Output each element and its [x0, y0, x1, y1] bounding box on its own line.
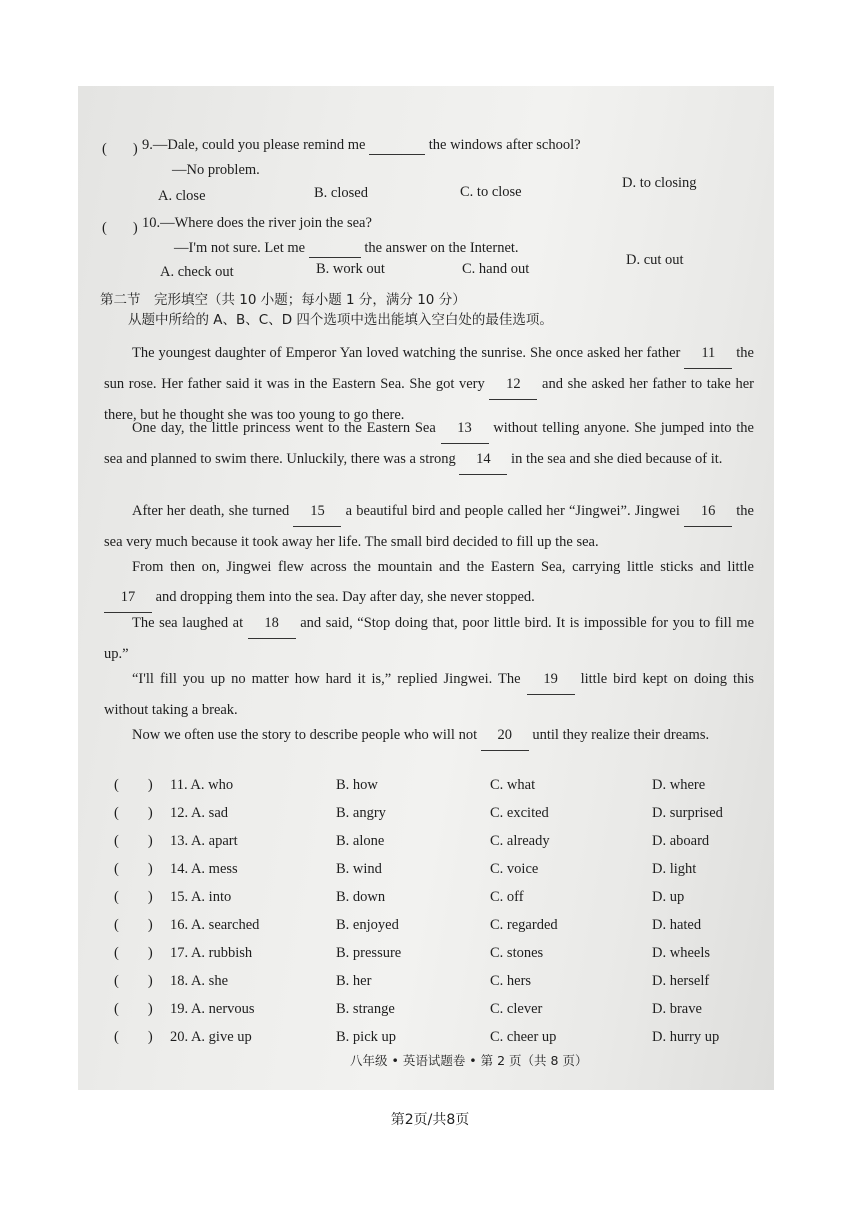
passage-text: Now we often use the story to describe people who will not — [132, 727, 478, 743]
q9-stem-after: the windows after school? — [428, 137, 581, 153]
option-b: B. angry — [336, 805, 386, 821]
passage-paragraph-5 — [104, 608, 754, 669]
option-a: 12. A. sad — [170, 805, 228, 821]
q9-stem-before: 9.—Dale, could you please remind me — [142, 137, 366, 153]
option-a: 16. A. searched — [170, 917, 260, 933]
option-d: D. herself — [652, 973, 710, 989]
option-c: C. voice — [490, 861, 539, 877]
option-a: 13. A. apart — [170, 833, 238, 849]
cloze-option-row — [114, 888, 754, 910]
passage-text: and she asked her father to take her there, but he thought she was too young to go there. — [104, 376, 755, 423]
q9-paren — [102, 140, 138, 158]
cloze-option-row — [114, 860, 754, 882]
option-c: C. regarded — [490, 917, 558, 933]
option-c: C. what — [490, 777, 536, 793]
passage-text: One day, the little princess went to the Eastern Sea — [132, 420, 436, 436]
answer-paren: ( ) — [114, 1001, 153, 1017]
cloze-option-row — [114, 944, 754, 966]
option-d: D. surprised — [652, 805, 723, 821]
cloze-blank-15: 15 — [293, 496, 341, 527]
q9-option-d: D. to closing — [622, 175, 697, 191]
option-b: B. down — [336, 889, 386, 905]
option-c: C. hers — [490, 973, 532, 989]
passage-text: The youngest daughter of Emperor Yan loved watching the sunrise. She once asked her father — [132, 345, 681, 361]
option-a: 20. A. give up — [170, 1029, 252, 1045]
answer-paren: ( ) — [114, 1029, 153, 1045]
option-c: C. off — [490, 889, 524, 905]
cloze-option-row — [114, 832, 754, 854]
cloze-option-row — [114, 776, 754, 798]
option-b: B. alone — [336, 833, 385, 849]
option-d: D. light — [652, 861, 697, 877]
cloze-option-row — [114, 972, 754, 994]
page-number-footer: 第2页/共8页 — [390, 1112, 470, 1128]
answer-paren: ( ) — [114, 889, 153, 905]
exam-sheet-footer: 八年级 • 英语试题卷 • 第 2 页（共 8 页） — [350, 1053, 588, 1068]
q10-option-b: B. work out — [316, 261, 385, 277]
q10-option-d: D. cut out — [626, 252, 684, 268]
cloze-blank-20: 20 — [481, 720, 529, 751]
passage-paragraph-2 — [104, 413, 754, 475]
q10-option-a: A. check out — [160, 264, 234, 280]
option-c: C. cheer up — [490, 1029, 557, 1045]
q10-reply-after: the answer on the Internet. — [364, 240, 519, 256]
option-a: 14. A. mess — [170, 861, 238, 877]
q10-paren-close: ) — [132, 220, 138, 236]
answer-paren: ( ) — [114, 777, 153, 793]
section-title: 第二节 完形填空（共 10 小题；每小题 1 分，满分 10 分） — [100, 292, 466, 308]
option-a: 18. A. she — [170, 973, 228, 989]
q9-paren-open: ( — [102, 141, 107, 157]
section-instruction: 从题中所给的 A、B、C、D 四个选项中选出能填入空白处的最佳选项。 — [128, 312, 553, 328]
answer-paren: ( ) — [114, 861, 153, 877]
option-a: 11. A. who — [170, 777, 234, 793]
option-b: B. pressure — [336, 945, 402, 961]
passage-text: the sea very much because it took away her life. The small bird decided to fill up the sea. — [104, 503, 754, 550]
answer-paren: ( ) — [114, 833, 153, 849]
option-d: D. hated — [652, 917, 702, 933]
cloze-blank-17: 17 — [104, 582, 152, 613]
q9-option-a: A. close — [158, 188, 206, 204]
option-b: B. pick up — [336, 1029, 397, 1045]
option-b: B. strange — [336, 1001, 395, 1017]
q10-option-c: C. hand out — [462, 261, 530, 277]
passage-paragraph-4 — [104, 552, 754, 613]
q10-reply — [174, 239, 519, 258]
q9-paren-close: ) — [132, 141, 138, 157]
exam-sheet — [78, 86, 774, 1090]
passage-paragraph-3 — [104, 496, 754, 557]
q9-option-c: C. to close — [460, 184, 522, 200]
option-d: D. up — [652, 889, 685, 905]
passage-text: After her death, she turned — [132, 503, 290, 519]
option-b: B. enjoyed — [336, 917, 399, 933]
option-a: 15. A. into — [170, 889, 232, 905]
option-d: D. where — [652, 777, 706, 793]
answer-paren: ( ) — [114, 973, 153, 989]
option-d: D. hurry up — [652, 1029, 720, 1045]
cloze-blank-16: 16 — [684, 496, 732, 527]
q10-paren — [102, 219, 138, 237]
answer-paren: ( ) — [114, 917, 153, 933]
passage-text: “I'll fill you up no matter how hard it is,” replied Jingwei. The — [132, 671, 521, 687]
answer-paren: ( ) — [114, 805, 153, 821]
option-b: B. how — [336, 777, 378, 793]
option-b: B. her — [336, 973, 372, 989]
cloze-blank-19: 19 — [527, 664, 575, 695]
q10-blank — [309, 239, 361, 258]
cloze-option-row — [114, 1028, 754, 1050]
cloze-blank-12: 12 — [489, 369, 537, 400]
passage-text: a beautiful bird and people called her “Jingwei”. Jingwei — [345, 503, 680, 519]
q9-reply: —No problem. — [172, 162, 260, 178]
q9-blank — [369, 136, 425, 155]
passage-text: The sea laughed at — [132, 615, 244, 631]
cloze-blank-18: 18 — [248, 608, 296, 639]
option-c: C. stones — [490, 945, 544, 961]
q9-stem — [142, 136, 581, 155]
option-a: 19. A. nervous — [170, 1001, 255, 1017]
option-d: D. brave — [652, 1001, 702, 1017]
answer-paren: ( ) — [114, 945, 153, 961]
cloze-option-row — [114, 916, 754, 938]
passage-text: and said, “Stop doing that, poor little bird. It is impossible for you to fill me up.” — [104, 615, 755, 662]
option-c: C. clever — [490, 1001, 543, 1017]
passage-text: in the sea and she died because of it. — [511, 451, 723, 467]
option-a: 17. A. rubbish — [170, 945, 253, 961]
q10-paren-open: ( — [102, 220, 107, 236]
q10-reply-before: —I'm not sure. Let me — [174, 240, 306, 256]
passage-text: until they realize their dreams. — [532, 727, 710, 743]
cloze-blank-11: 11 — [684, 338, 732, 369]
q10-stem: 10.—Where does the river join the sea? — [142, 215, 372, 231]
passage-text: little bird kept on doing this without taking a break. — [104, 671, 755, 718]
option-d: D. aboard — [652, 833, 710, 849]
q9-option-b: B. closed — [314, 185, 368, 201]
cloze-blank-14: 14 — [459, 444, 507, 475]
cloze-option-row — [114, 1000, 754, 1022]
passage-paragraph-6 — [104, 664, 754, 725]
passage-text: without telling anyone. She jumped into the sea and planned to swim there. Unluckily, there was a strong — [104, 420, 754, 467]
option-b: B. wind — [336, 861, 382, 877]
passage-text: the sun rose. Her father said it was in the Eastern Sea. She got very — [104, 345, 754, 392]
cloze-blank-13: 13 — [441, 413, 489, 444]
passage-paragraph-7 — [104, 720, 754, 751]
cloze-option-row — [114, 804, 754, 826]
scanned-exam-photo — [78, 86, 774, 1090]
passage-text: From then on, Jingwei flew across the mountain and the Eastern Sea, carrying little sticks and little — [132, 559, 754, 575]
option-c: C. excited — [490, 805, 549, 821]
option-d: D. wheels — [652, 945, 710, 961]
option-c: C. already — [490, 833, 550, 849]
passage-text: and dropping them into the sea. Day after day, she never stopped. — [155, 589, 535, 605]
